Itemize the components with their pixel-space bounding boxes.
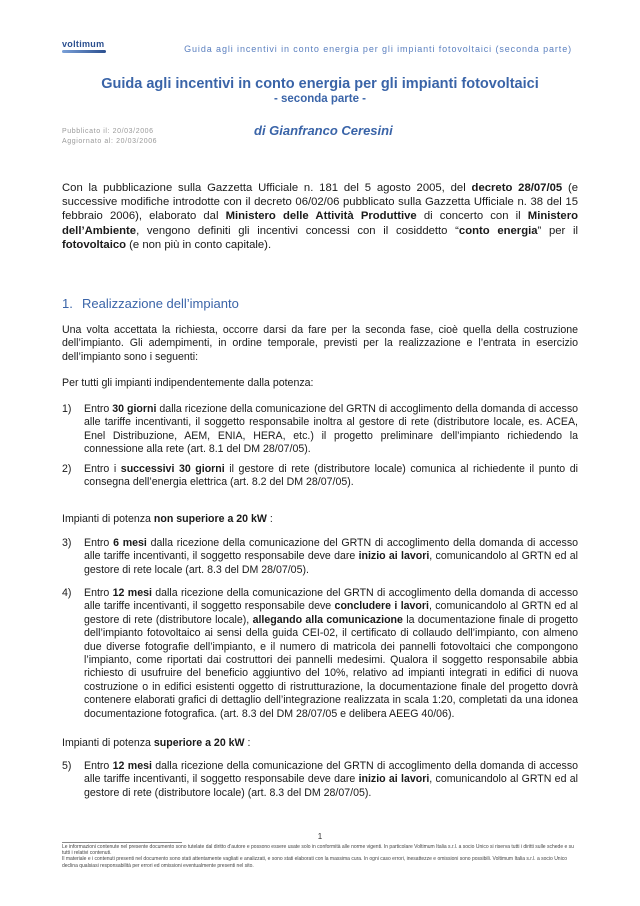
list-number: 1)	[62, 403, 72, 415]
intro-bold-ministero-ambiente: Ministero dell’Ambiente	[62, 210, 578, 237]
group2-text-2: :	[266, 513, 273, 525]
logo-swoosh	[62, 50, 106, 53]
list-text	[84, 587, 578, 721]
list-number: 3)	[62, 537, 72, 549]
item4-text-3: , comunicandolo al GRTN ed al gestore di rete (distributore locale),	[84, 600, 578, 626]
logo-text: voltimum	[62, 39, 105, 49]
paragraph-tutti-impianti: Per tutti gli impianti indipendentemente dalla potenza:	[62, 377, 314, 389]
footer-divider	[62, 842, 182, 843]
item5-text-2: dalla ricezione della comunicazione del GRTN di accoglimento della domanda di accesso alle tariffe incentivanti, il soggetto responsabile deve dare	[84, 760, 579, 786]
list-text	[84, 537, 578, 577]
group-heading-non-superiore	[62, 513, 578, 526]
intro-paragraph	[62, 181, 578, 252]
updated-date: Aggiornato al: 20/03/2006	[62, 138, 158, 145]
item3-text-1: Entro	[84, 537, 114, 549]
footer-line-2: Il materiale e i contenuti presenti nel documento sono stati attentamente vagliati e analizzati, e sono stati elaborati con la massima cura. In ogni caso errori, inesattezze e omissioni sono possibili. Voltimum Italia s.r.l. a socio Unico declina qualsiasi responsabilità per errori ed omissioni eventualmente presenti nel sito.	[62, 856, 567, 869]
item5-bold-2: inizio ai lavori	[358, 773, 430, 786]
item4-text-1: Entro	[84, 587, 113, 599]
item2-bold-1: successivi 30 giorni	[120, 463, 225, 475]
group3-text-2: :	[244, 737, 251, 749]
legal-footer	[62, 844, 582, 869]
document-subtitle: - seconda parte -	[273, 93, 367, 105]
item4-bold-2: concludere i lavori	[334, 600, 429, 613]
section-title: Realizzazione dell’impianto	[82, 296, 239, 311]
intro-text-4: , vengono definiti gli incentivi concessi con il cosiddetto “	[136, 224, 459, 237]
list-item-4	[62, 587, 578, 721]
document-title: Guida agli incentivi in conto energia per gli impianti fotovoltaici	[101, 76, 539, 92]
paragraph-adempimenti: Una volta accettata la richiesta, occorre darsi da fare per la seconda fase, cioè quella della costruzione dell’impianto. Gli adempimenti, in ordine temporale, previsti per la realizzazione e l’entrata in esercizio dell’impianto sono i seguenti:	[62, 324, 578, 363]
voltimum-logo	[62, 39, 106, 53]
list-text	[84, 760, 578, 800]
section-number: 1.	[62, 296, 73, 311]
list-number: 5)	[62, 760, 72, 772]
group3-text-1: Impianti di potenza	[62, 737, 154, 749]
group2-text-1: Impianti di potenza	[62, 513, 154, 525]
item2-text-1: Entro i	[84, 463, 121, 475]
intro-text-5: ” per il	[537, 224, 579, 237]
group2-bold: non superiore a 20 kW	[153, 513, 267, 525]
list-text	[84, 403, 578, 457]
author-line: di Gianfranco Ceresini	[254, 123, 393, 138]
running-header: Guida agli incentivi in conto energia per gli impianti fotovoltaici (seconda parte)	[184, 44, 572, 54]
list-item-2	[62, 463, 578, 490]
list-item-5	[62, 760, 578, 800]
item1-bold-1: 30 giorni	[112, 403, 157, 415]
intro-bold-fotovoltaico: fotovoltaico	[62, 238, 127, 251]
intro-bold-conto-energia: conto energia	[458, 224, 538, 237]
item2-text-2: il gestore di rete (distributore locale) comunica al richiedente il punto di consegna dell’energia elettrica (art. 8.2 del DM 28/07/05).	[84, 463, 579, 489]
intro-bold-ministero-attivita: Ministero delle Attività Produttive	[225, 210, 417, 223]
item4-text-2: dalla ricezione della comunicazione del GRTN di accoglimento della domanda di accesso alle tariffe incentivanti, il soggetto responsabile deve	[84, 587, 579, 613]
item4-bold-3: allegando alla comunicazione	[252, 613, 403, 626]
item5-bold-1: 12 mesi	[112, 760, 152, 772]
item5-text-3: , comunicandolo al GRTN ed al gestore di rete (distributore locale) (art. 8.3 del DM 28/07/05).	[84, 773, 578, 799]
group3-bold: superiore a 20 kW	[153, 737, 245, 749]
list-number: 2)	[62, 463, 72, 475]
group-heading-superiore	[62, 737, 578, 750]
item3-text-2: dalla ricezione della comunicazione del GRTN di accoglimento della domanda di accesso alle tariffe incentivanti, il soggetto responsabile deve dare	[84, 537, 579, 563]
item4-text-4: la documentazione finale di progetto dell’impianto fotovoltaico ai sensi della guida CEI-02, il certificato di collaudo dell’impianto, con almeno due diverse fotografie dell’impianto, e il numero di matricola dei pannelli fotovoltaici che compongono l’impianto, come riportati dai costruttori dei pannelli medesimi. Qualora il soggetto responsabile abbia richiesto di usufruire del beneficio aggiuntivo del 10%, relativo ad impianti integrati in edifici di nuova costruzione o in edifici esistenti oggetto di ristrutturazione, la documentazione finale del progetto dovrà contenere elaborati grafici di dettaglio dell’integrazione realizzata in scala 1:20, completati da una idonea documentazione fotografica. (art. 8.3 del DM 28/07/05 e delibera AEEG 40/06).	[84, 613, 578, 720]
intro-bold-decreto: decreto 28/07/05	[471, 182, 563, 194]
published-date: Pubblicato il: 20/03/2006	[62, 128, 154, 135]
section-heading	[62, 296, 239, 311]
item1-text-1: Entro	[84, 403, 113, 415]
publication-meta	[62, 127, 157, 147]
intro-text-1: Con la pubblicazione sulla Gazzetta Ufficiale n. 181 del 5 agosto 2005, del	[62, 182, 472, 194]
item3-bold-1: 6 mesi	[113, 537, 147, 549]
list-item-3	[62, 537, 578, 577]
item5-text-1: Entro	[84, 760, 113, 772]
item1-text-2: dalla ricezione della comunicazione del GRTN di accoglimento della domanda di accesso alle tariffe incentivanti, il soggetto responsabile inoltra al gestore di rete (distributore locale, es. ACEA, Enel Distribuzione, AEM, ENIA, HERA, etc.) il progetto preliminare dell’impianto richiedendo la connessione alla rete (art. 8.1 del DM 28/07/05).	[84, 403, 579, 456]
list-text	[84, 463, 578, 490]
list-item-1	[62, 403, 578, 457]
intro-text-6: (e non più in conto capitale).	[126, 238, 272, 251]
item4-bold-1: 12 mesi	[112, 587, 152, 599]
intro-text-3: di concerto con il	[416, 210, 528, 223]
item3-bold-2: inizio ai lavori	[358, 550, 430, 563]
item3-text-3: , comunicandolo al GRTN ed al gestore di rete locale (art. 8.3 del DM 28/07/05).	[84, 550, 578, 576]
page-number: 1	[317, 832, 323, 841]
intro-text-2: (e successive modifiche introdotte con il decreto 06/02/06 pubblicato sulla Gazzetta Ufficiale n. 38 del 15 febbraio 2006), elaborato dal	[62, 182, 579, 223]
footer-line-1: Le informazioni contenute nel presente documento sono tutelate dal diritto d’autore e possono essere usate solo in conformità alle norme vigenti. In particolare Voltimum Italia s.r.l. a socio Unico si riserva tutti i diritti sulle schede e su tutti i relativi contenuti.	[62, 844, 574, 857]
list-number: 4)	[62, 587, 72, 599]
